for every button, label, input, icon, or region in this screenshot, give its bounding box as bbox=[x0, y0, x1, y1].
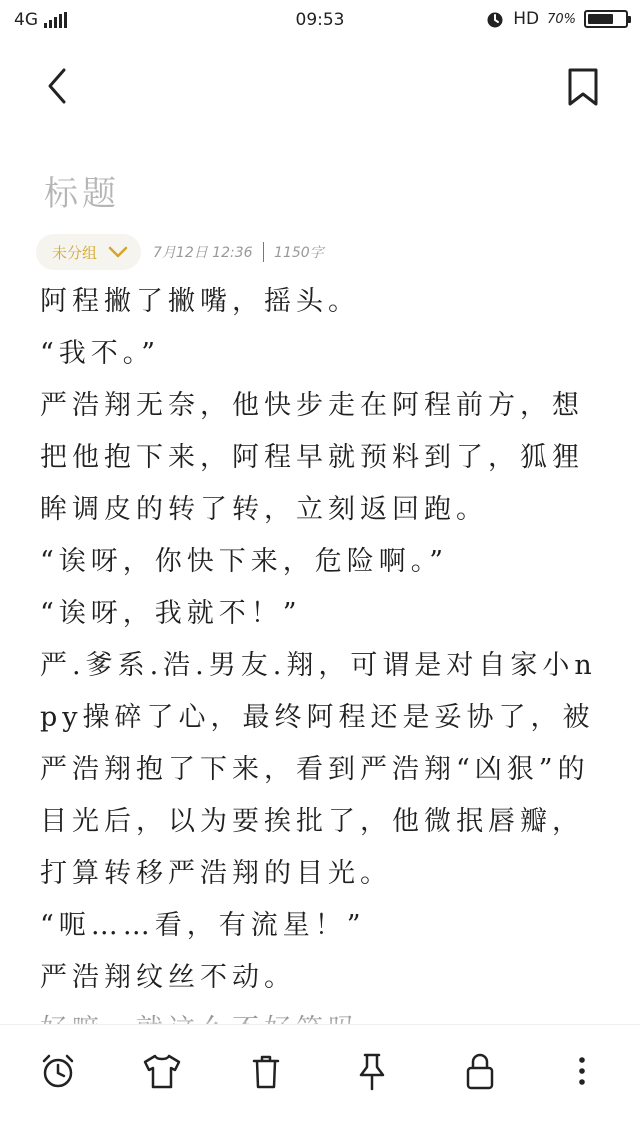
paragraph: 严.爹系.浩.男友.翔，可谓是对自家小npy操碎了心，最终阿程还是妥协了，被严浩翔抱了下来，看到严浩翔“凶狠”的目光后，以为要挨批了，他微抿唇瓣，打算转移严浩翔的目光。 bbox=[40, 650, 597, 889]
lock-button[interactable] bbox=[456, 1047, 504, 1095]
pin-icon bbox=[352, 1051, 392, 1091]
battery-icon bbox=[584, 10, 628, 28]
alarm-clock-icon bbox=[38, 1051, 78, 1091]
word-count: 1150字 bbox=[274, 245, 324, 261]
paragraph: “诶呀，我就不！” bbox=[40, 598, 302, 629]
back-chevron-icon bbox=[40, 66, 76, 106]
theme-button[interactable] bbox=[138, 1047, 186, 1095]
note-body[interactable] bbox=[40, 276, 610, 1108]
reminder-button[interactable] bbox=[34, 1047, 82, 1095]
meta-divider bbox=[263, 242, 265, 262]
chevron-down-icon bbox=[107, 245, 129, 259]
status-time: 09:53 bbox=[295, 10, 345, 30]
status-right bbox=[485, 9, 628, 29]
paragraph: “诶呀，你快下来，危险啊。” bbox=[40, 546, 449, 577]
network-type: 4G bbox=[14, 10, 38, 30]
more-icon bbox=[572, 1051, 592, 1091]
paragraph: 阿程撇了撇嘴，摇头。 bbox=[40, 286, 360, 317]
more-button[interactable] bbox=[558, 1047, 606, 1095]
folder-selector[interactable] bbox=[36, 234, 141, 270]
battery-level bbox=[588, 14, 613, 24]
paragraph: 严浩翔纹丝不动。 bbox=[40, 962, 296, 993]
bookmark-icon bbox=[564, 66, 602, 108]
folder-label: 未分组 bbox=[52, 243, 98, 262]
delete-button[interactable] bbox=[242, 1047, 290, 1095]
note-title[interactable]: 标题 bbox=[44, 174, 120, 214]
paragraph: “我不。” bbox=[40, 338, 161, 369]
back-button[interactable] bbox=[40, 66, 76, 106]
note-meta bbox=[36, 233, 324, 271]
note-date: 7月12日 12:36 bbox=[153, 245, 253, 261]
meta-info bbox=[153, 242, 324, 262]
paragraph: “呃……看，有流星！” bbox=[40, 910, 366, 941]
trash-icon bbox=[246, 1051, 286, 1091]
status-bar bbox=[0, 0, 640, 44]
bottom-toolbar bbox=[0, 1024, 640, 1139]
bookmark-button[interactable] bbox=[564, 66, 602, 108]
lock-icon bbox=[460, 1050, 500, 1092]
paragraph: 严浩翔无奈，他快步走在阿程前方，想把他抱下来，阿程早就预料到了，狐狸眸调皮的转了转，立刻返回跑。 bbox=[40, 390, 584, 525]
pin-button[interactable] bbox=[348, 1047, 396, 1095]
alarm-icon bbox=[485, 9, 505, 29]
hd-indicator: HD bbox=[513, 9, 540, 29]
shirt-icon bbox=[141, 1051, 183, 1091]
battery-percent: 70% bbox=[547, 11, 576, 27]
